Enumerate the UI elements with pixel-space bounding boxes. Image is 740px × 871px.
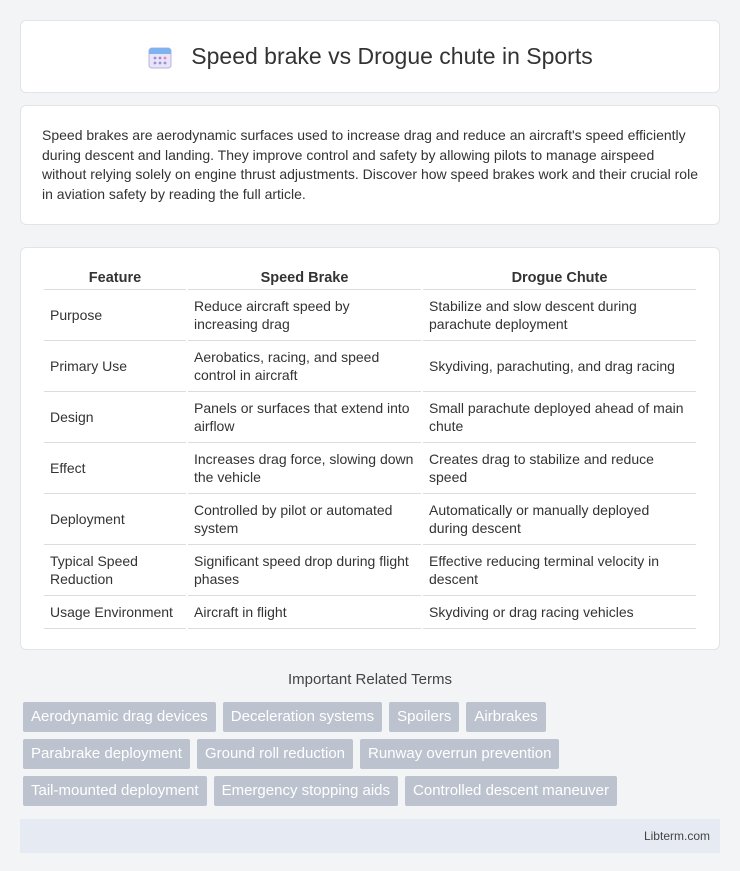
table-cell: Creates drag to stabilize and reduce speed <box>423 443 696 494</box>
table-cell: Primary Use <box>44 341 186 392</box>
title-card <box>20 20 720 93</box>
table-cell: Reduce aircraft speed by increasing drag <box>188 290 421 341</box>
related-term-tag[interactable]: Runway overrun prevention <box>360 739 559 769</box>
intro-card <box>20 105 720 225</box>
table-cell: Skydiving or drag racing vehicles <box>423 596 696 629</box>
comparison-table-card <box>20 247 720 650</box>
related-term-tag[interactable]: Spoilers <box>389 702 459 732</box>
table-row <box>44 290 696 341</box>
related-term-tag[interactable]: Ground roll reduction <box>197 739 353 769</box>
table-cell: Significant speed drop during flight phases <box>188 545 421 596</box>
table-row <box>44 341 696 392</box>
related-term-tag[interactable]: Emergency stopping aids <box>214 776 398 806</box>
related-term-tag[interactable]: Controlled descent maneuver <box>405 776 617 806</box>
comparison-table <box>42 266 698 629</box>
table-row <box>44 443 696 494</box>
table-cell: Deployment <box>44 494 186 545</box>
table-cell: Automatically or manually deployed during descent <box>423 494 696 545</box>
related-term-tag[interactable]: Tail-mounted deployment <box>23 776 207 806</box>
table-cell: Small parachute deployed ahead of main chute <box>423 392 696 443</box>
table-cell: Skydiving, parachuting, and drag racing <box>423 341 696 392</box>
table-cell: Controlled by pilot or automated system <box>188 494 421 545</box>
table-cell: Effect <box>44 443 186 494</box>
page-title: Speed brake vs Drogue chute in Sports <box>191 43 593 69</box>
table-row <box>44 494 696 545</box>
table-cell: Panels or surfaces that extend into airflow <box>188 392 421 443</box>
column-header: Drogue Chute <box>423 266 696 290</box>
table-cell: Usage Environment <box>44 596 186 629</box>
table-cell: Typical Speed Reduction <box>44 545 186 596</box>
intro-text: Speed brakes are aerodynamic surfaces used to increase drag and reduce an aircraft's speed efficiently during descent and landing. They improve control and safety by allowing pilots to manage airspeed without relying solely on engine thrust adjustments. Discover how speed brakes work and their crucial role in aviation safety by reading the full article. <box>42 127 698 202</box>
table-row <box>44 545 696 596</box>
related-terms-title: Important Related Terms <box>288 671 452 688</box>
table-cell: Design <box>44 392 186 443</box>
column-header: Feature <box>44 266 186 290</box>
related-term-tag[interactable]: Aerodynamic drag devices <box>23 702 216 732</box>
column-header: Speed Brake <box>188 266 421 290</box>
table-cell: Effective reducing terminal velocity in descent <box>423 545 696 596</box>
table-cell: Increases drag force, slowing down the vehicle <box>188 443 421 494</box>
calendar-icon <box>147 44 173 70</box>
table-cell: Purpose <box>44 290 186 341</box>
table-cell: Stabilize and slow descent during parachute deployment <box>423 290 696 341</box>
table-header-row <box>44 266 696 290</box>
table-cell: Aerobatics, racing, and speed control in aircraft <box>188 341 421 392</box>
footer-site-link[interactable]: Libterm.com <box>643 829 710 843</box>
related-term-tag[interactable]: Airbrakes <box>466 702 545 732</box>
table-cell: Aircraft in flight <box>188 596 421 629</box>
table-row <box>44 392 696 443</box>
related-term-tag[interactable]: Parabrake deployment <box>23 739 190 769</box>
table-row <box>44 596 696 629</box>
related-term-tag[interactable]: Deceleration systems <box>223 702 382 732</box>
related-terms-list <box>20 702 720 806</box>
footer <box>20 819 720 853</box>
